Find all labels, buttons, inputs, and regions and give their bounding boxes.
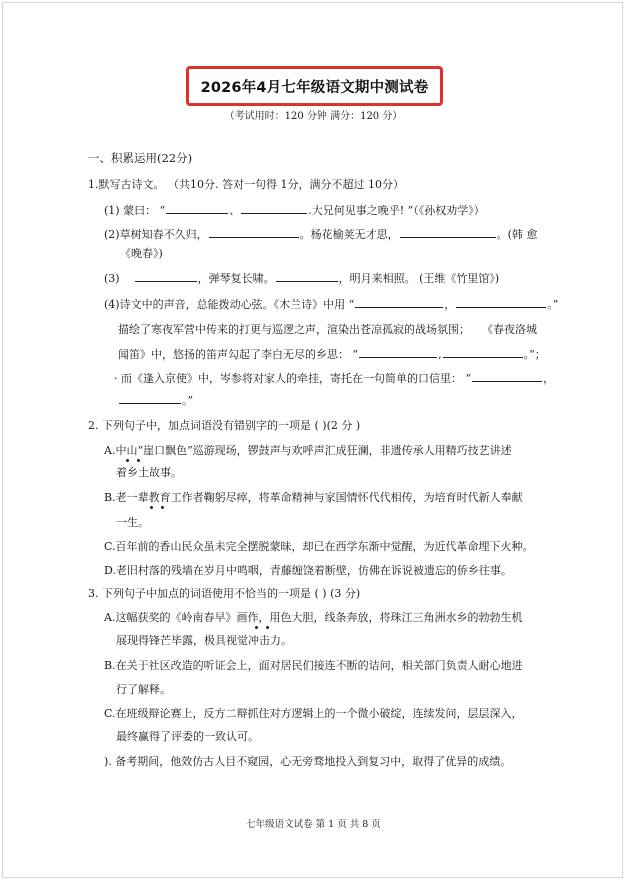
emphasis-dot <box>150 506 153 509</box>
q1-item4-text-j: ， <box>543 372 555 385</box>
q2-option-a-cont: 着乡土故事。 <box>116 466 182 479</box>
q1-item4-line1 <box>104 296 558 312</box>
q1-item3-text-a: (3) <box>104 272 120 285</box>
answer-blank[interactable] <box>276 270 338 282</box>
answer-blank[interactable] <box>443 346 523 358</box>
q1-item3 <box>104 270 499 286</box>
answer-blank[interactable] <box>472 370 542 382</box>
emphasis-dot <box>255 626 258 629</box>
q1-item4-line5 <box>118 392 193 408</box>
q1-item4-line3 <box>118 346 546 362</box>
page-footer: 七年级语文试卷 第 1 页 共 8 页 <box>246 819 381 830</box>
q2-option-d[interactable]: D.老旧村落的残墙在岁月中鸣咽，青藤缠饶着断壁，仿佛在诉说被遗忘的侨乡往事。 <box>104 564 512 577</box>
q1-item4-text-i: · 而《逢入京使》中，岑参将对家人的牵挂，寄托在一句简单的口信里： “ <box>114 372 472 385</box>
q1-item4-text-h: 。”； <box>523 348 546 361</box>
q3-option-d[interactable]: ). 备考期间，他效仿古人目不窥园，心无旁骛地投入到复习中，取得了优异的成绩。 <box>104 755 512 768</box>
q3-option-a-cont: 展现得锋芒毕露，极具视觉冲击力。 <box>116 634 292 647</box>
q1-item2-text-a: (2)草树知春不久归， <box>104 228 208 241</box>
q1-item3-text-b: ，弹琴复长啸。 <box>197 272 275 285</box>
answer-blank[interactable] <box>241 202 307 214</box>
emphasis-dot <box>161 506 164 509</box>
q1-item1-text-c: .大兄何见事之晚乎! ”（《孙权劝学》） <box>308 204 485 217</box>
q3-option-b[interactable]: B.在关于社区改造的听证会上，面对居民们接连不断的诘问，相关部门负责人耐心地进 <box>104 659 523 672</box>
emphasis-dot <box>126 459 129 462</box>
q1-item4-text-e: 《春夜洛城 <box>482 323 537 336</box>
answer-blank[interactable] <box>456 296 546 308</box>
q1-item1-text-a: (1) 蒙曰： “ <box>104 204 166 217</box>
answer-blank[interactable] <box>166 202 228 214</box>
q1-item2 <box>104 226 537 242</box>
emphasis-dot <box>266 626 269 629</box>
q3-option-a[interactable]: A.这幅获奖的《岭南春早》画作，用色大胆，线条奔放，将珠江三角洲水乡的勃勃生机 <box>104 611 523 624</box>
q1-item4-text-k: 。” <box>182 394 194 407</box>
q1-item4-text-d: 描绘了寒夜军营中传来的打更与巡逻之声，渲染出苍凉孤寂的战场氛围； <box>118 323 470 336</box>
q3-option-c-cont: 最终赢得了评委的一致认可。 <box>116 730 259 743</box>
answer-blank[interactable] <box>400 226 496 238</box>
q1-item1-text-b: 、 <box>229 204 241 217</box>
q1-item3-text-c: ，明月来相照。 (王维《竹里馆》) <box>338 272 500 285</box>
answer-blank[interactable] <box>359 346 437 358</box>
q1-item4-text-a: (4)诗文中的声音，总能拨动心弦。《木兰诗》中用 “ <box>104 298 355 311</box>
emphasis-dot <box>137 459 140 462</box>
q3-option-b-cont: 行了解释。 <box>116 683 171 696</box>
q1-item2-text-b: 。杨花榆荚无才思， <box>299 228 399 241</box>
q2-option-a[interactable]: A.中山“崖口飘色”巡游现场，锣鼓声与欢呼声汇成狂澜，非遗传承人用精巧技艺讲述 <box>104 444 512 457</box>
exam-title-box <box>186 66 443 106</box>
q3-stem: 3. 下列句子中加点的词语使用不恰当的一项是 ( ) (3 分) <box>88 587 361 600</box>
q2-option-c[interactable]: C.百年前的香山民众虽未完全摆脱蒙昧，却已在西学东渐中觉醒，为近代革命埋下火种。 <box>104 540 534 553</box>
section-heading: 一、积累运用(22分) <box>88 151 193 165</box>
q2-option-b[interactable]: B.老一辈教育工作者鞠躬尽瘁，将革命精神与家国情怀代代相传，为培育时代新人奉献 <box>104 491 523 504</box>
exam-subtitle: （考试用时：120 分钟 满分：120 分） <box>224 111 403 122</box>
q1-item2-source: 《晚春》) <box>120 247 163 260</box>
q1-item4-text-c: 。” <box>547 298 559 311</box>
q1-item4-text-b: ， <box>444 298 456 311</box>
q1-item2-text-c: 。(韩 愈 <box>496 228 538 241</box>
answer-blank[interactable] <box>209 226 299 238</box>
q1-item1 <box>104 202 485 218</box>
q1-item4-line2 <box>118 322 537 337</box>
q2-stem: 2. 下列句子中，加点词语没有错别字的一项是 ( )(2 分 ) <box>88 419 361 432</box>
page-border <box>2 2 623 878</box>
q2-option-b-cont: 一生。 <box>116 516 149 529</box>
answer-blank[interactable] <box>135 270 197 282</box>
q1-item4-text-f: 闻笛》中，悠扬的笛声勾起了李白无尽的乡思： “ <box>118 348 359 361</box>
exam-title: 2026年4月七年级语文期中测试卷 <box>200 79 429 96</box>
q3-option-c[interactable]: C.在班级辩论赛上，反方二辩抓住对方逻辑上的一个微小破绽，连续发问，层层深入， <box>104 707 523 720</box>
q1-item4-line4 <box>114 370 554 386</box>
answer-blank[interactable] <box>119 392 181 404</box>
answer-blank[interactable] <box>355 296 443 308</box>
q1-intro: 1.默写古诗文。 （共10分. 答对一句得 1分，满分不超过 10分） <box>88 178 404 191</box>
q1-item4-text-g: , <box>438 348 442 361</box>
